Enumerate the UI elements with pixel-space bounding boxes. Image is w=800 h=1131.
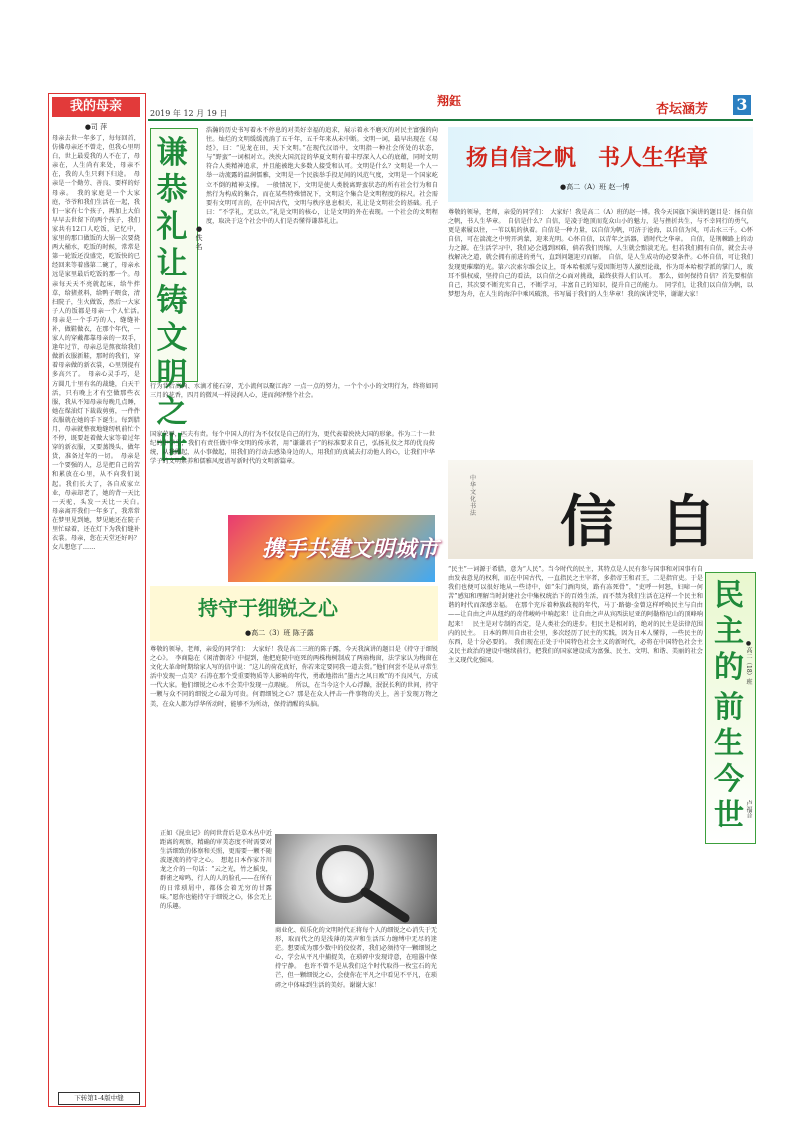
calligraphy-char-2: 自 — [660, 489, 716, 555]
left-article-title: 我的母亲 — [52, 97, 140, 117]
article4-author: 卢福音 — [745, 800, 752, 818]
left-article-body: 母亲去世一年多了，每每回首，仿佛母亲还不曾走，但我心里明白，世上最爱我的人不在了，母亲在，人生尚有来处，母亲不在，我的人生只剩下归途。 母亲是一个勤劳、善良、要样的好母亲。 我的家庭是一个大家庭，爷爷和我们生活在一起，我们一家有七个孩子，再加上大伯早早去世留下的两个孩子，我们家共有12口人吃饭，记忆中，家里的那口做饭的大锅一次要烧两大桶水，吃饭的时候，常常是第一轮饭还没盛完，吃饭快的已经回来等着盛第二碗了，母亲永远是家里最后吃饭的那一个。母亲每天天不亮就起床，给牛拌草，给猪煮料，给鸭子喂食，清扫院子，生火做饭，然后一大家子人的饭都是母亲一个人忙活。 母亲是一个手巧的人，缝缝补补，做鞋做衣，在那个年代，一家人的穿戴都靠母亲的一双手，逢年过节，母亲总是熬夜给我们做新衣服新鞋，那时的我们，穿着母亲做的新衣裳，心里别提有多高兴了。 母亲心灵手巧，是方圆几十里有名的裁缝，白天干活，只有晚上才有空做那些衣服，我从不知母亲每晚几点睡，她在煤油灯下裁裁剪剪，一件件衣服就在她的手下诞生。每到腊月，母亲就整夜地缝纫机前忙个不停，既要赶着做大家等着过年穿的新衣服，又要蒸馒头、做年货，准备过年的一切。 母亲是一个要强的人，总是把自己的苦和累放在心里，从不向我们说起。我们长大了，各自成家立业，母亲却老了，她的背一天比一天驼，头发一天比一天白。 母亲离开我们一年多了，我常常在梦里见到她，梦见她还在院子里忙碌着，还在灯下为我们缝补衣裳。母亲，您在天堂还好吗？女儿想您了…… — [52, 135, 147, 552]
issue-date: 2019 年 12 月 19 日 — [150, 109, 228, 118]
article1-title: 谦恭礼让铸文明之世 — [156, 135, 188, 467]
article4-body: “民主”一词源于希腊，意为“人民”。当今时代的民主，其特点是人民有参与国事和对国事有自由发表意见的权利，而在中国古代，一直指民之主宰者，多指帝王和君王，二是指官吏。于是我们也便可以很好地从一些诗中，如“朱门酒肉臭，路有冻死骨”，“吏呼一何怒，妇啼一何苦”感知和理解当时封建社会中集权统治下的百姓生活，而不禁为我们生活在这样一个民主和谐的时代而深感幸福。 在那个充斥着种族歧视的年代，马丁·路德·金曾这样呼唤民主与自由——让自由之声从纽约的奇伟峻岭中响起来！让自由之声从宾西法尼亚的阿勒格尼山的顶峰响起来！ 民主是对专制的否定，是人类社会的进步。但民主是相对的，绝对的民主是法律范围内的民主。 日本的辉川自由社会里，多次经历了民主的实践，因为日本人懂得，一些民主的东西，是十分必要的。 我们现在正处于中国特色社会主义的新时代，必将在中国特色社会主义民主政治的建设中继续前行，把我们的国家建设成为富强、民主、文明、和谐、美丽的社会主义现代化强国。 — [448, 566, 703, 664]
article1-body-full: 行为背后高尚、水滴才能石穿，无小流何以聚江海？一点一点的努力，一个个小小的文明行为，终将如同三月的花香，四月的微风一样浸润人心，进而润泽整个社会。 — [150, 383, 438, 400]
article2-body-right: 商业化、娱乐化的文明时代正将每个人的细锐之心消失于无形，取而代之的是浅薄的笑声和生活压力缠缚中无尽的迷茫。想要成为那少数中的佼佼者，我们必须持守一颗细锐之心，学会从平凡中捕捉美，在琐碎中发现诗意，在喧嚣中保持宁静。 也许不曾不是从我们这个时代取得一枚宝石的光芒，但一颗细锐之心，会使你在平凡之中看见不平凡，在琐碎之中体味到生活的美好。谢谢大家！ — [275, 927, 437, 989]
calligraphy-char-1: 信 — [560, 489, 616, 555]
article2-author: ●高二（3）班 陈子露 — [245, 629, 314, 637]
article1-body-top: 浩瀚的历史书写着永不停息的对美好幸福的追求，展示着永不磨灭的对民主富强的向往。灿烂的文明缓缓流淌了五千年，五千年来从未中断。文明一词，最早出现在《易经》，曰：“见龙在田，天下文明。”在现代汉语中，文明指一种社会所处的状态，与“野蛮”一词相对立。泱泱大国沉淀的华夏文明有着丰厚深入人心的底蕴，同时文明符合人类精神追求，并且能被绝大多数人接受和认可。文明是什么？文明是一个人一举一动流露的温润儒雅，文明是一个民族举手投足间的风范气度，文明是一个国家屹立不倒的精神支撑。 一般情况下，文明是使人类脱离野蛮状态的所有社会行为和自然行为构成的集合，而在某些特殊情况下，文明这个集合是文明程度的标尺。社会需要有文明可言的，在中国古代，文明与秩序息息相关，礼让是文明社会的基础。孔子曰：“不学礼，无以立。”礼是文明的核心，让是文明的外在表现。一个社会的文明程度，取决于这个社会中的人们是否懂得谦恭礼让。 — [206, 127, 438, 225]
masthead-logo: 翔鈺 — [437, 94, 462, 108]
article2-body-left: 正如《昆虫记》的问世背后是草木丛中近距离的观察，精确的审美态度不时需要对生活细致的体察和关照，更需要一颗不随波逐流的持守之心。 想起日本作家芥川龙之介的一句话：“云之光，竹之摇曳，群雀之啼鸣，行人的人的脸孔——在所有的日常琐屑中，都体会着无穷的甘露味。”愿你也能持守于细锐之心，体会无上的乐趣。 — [160, 830, 272, 910]
magnifying-glass-image — [275, 834, 437, 924]
left-article-author: ●司 萍 — [84, 123, 108, 131]
article2-body-top: 尊敬的领导，老师，亲爱的同学们： 大家好！我是高二三班的陈子露，今天我演讲的题目是《持守于细锐之心》。 李商隐在《闲清偶寄》中提到，他把庭院中庭死的两株梅树制成了两扇梅窗，法学家认为梅窗在文化大革命时期给家人写的信中说：“这儿的荷花真好，你若来定要同我一道去赏。”他们何尝不是从寻常生活中发现一点美？石涛在那个受重要物质等人影响的年代，勇敢地指出“墨古之风日败”的不良风气，方成一代大家。他们细锐之心永不会美中发现一点瑕疵。 所以，在当今这个人心浮躁，泯泯长利的世间，持守一颗与众不同的细锐之心最为可贵。何谓细锐之心？那是在众人抨击一件事物的关上，善于发现万物之美，在众人都为浮华所动时，能够不为所动，保持清醒的头脑。 — [150, 646, 438, 708]
article3-author: ●高二（A）班 赵一博 — [560, 183, 630, 191]
header-rule — [148, 119, 753, 121]
article2-title: 持守于细锐之心 — [198, 596, 338, 620]
article3-title: 扬自信之帆 书人生华章 — [466, 145, 709, 171]
article4-title-part2: 前生今世 — [714, 690, 744, 833]
magnifier-icon — [275, 834, 437, 924]
section-name: 杏坛涵芳 — [656, 102, 709, 117]
article4-title-part1: 民主的 — [714, 578, 744, 685]
continuation-note: 下转第1-4版中缝 — [58, 1092, 140, 1105]
article1-body-bottom: 国家荣辱，匹夫有责。每个中国人的行为不仅仅是自己的行为，更代表着泱泱大国的形象。作为二十一世纪的中学生，我们有责任做中华文明的传承者，用“谦谦君子”的标准要求自己，弘扬礼仪之邦的优良传统，从我做起，从小事做起，用我们的行动去感染身边的人，用我们的真诚去打动他人的心，让我们中华学子的文明素养和儒雅风度谱写新时代的文明新篇章。 — [150, 431, 435, 466]
calligraphy-inscription: 中华文化 书法 — [470, 475, 477, 517]
article3-body: 尊敬的领导，老师，亲爱的同学们： 大家好！我是高二（A）班的赵一博。我今天国旗下演讲的题目是：扬自信之帆，书人生华章。 自信是什么？自信，是凌于绝顶而览众山小的魅力，是与挫折共生，与不幸同行的勇气，更是素履以往，一苇以航的执着。自信是一种力量，以自信为帆，可济于沧海，以自信为风，可击水三千。心怀自信，可在湍流之中劈开鸿蒙，迎来光明。心怀自信，以青年之活器，谱时代之华章。 自信，是荆棘路上的动力之源。在生活学习中，我们必会遇到困难，倘若我们畏缩，人生就会黯淡无光。但若我们拥有自信，就会去寻找解决之道，就会拥有前进的勇气，直到问题迎刃而解。 自信，是人生成功的必要条件。心怀自信，可让我们发现更璀璨的光。第六次索尔维会议上，哥本哈根派与爱因斯坦等人激烈论战，作为哥本哈根学派的掌门人，玻耳不惧权威，坚持自己的看法，以自信之心面对挑战，最终获得人们认可。 那么，如何保持自信？首先要相信自己，其次要不断充实自己，不断学习，丰富自己的知识，提升自己的能力。 同学们，让我们以自信为帆，以梦想为舟，在人生的海洋中乘风破浪，书写属于我们的人生华章！我的演讲完毕，谢谢大家！ — [448, 209, 753, 298]
page-number: 3 — [733, 95, 751, 115]
article1-author: ●佚名 — [195, 225, 203, 251]
article4-class: ●高二（18）班 — [745, 640, 752, 685]
civilized-city-banner-text: 携手共建文明城市 — [262, 536, 439, 562]
